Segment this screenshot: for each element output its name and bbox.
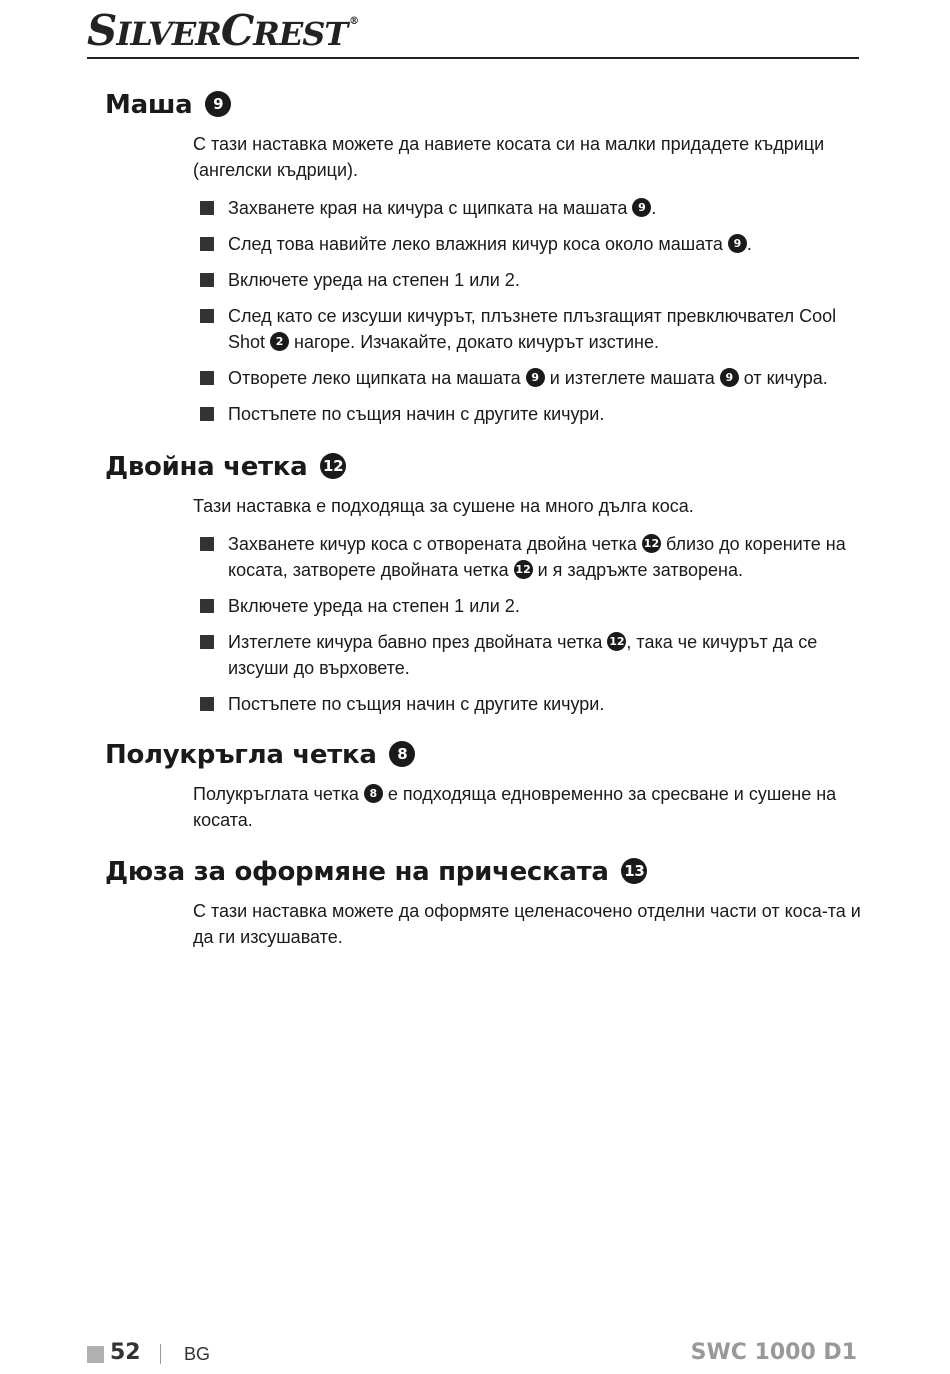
footer-divider bbox=[160, 1344, 161, 1364]
list-item: След като се изсуши кичурът, плъзнете плъзгащият превключвател Cool Shot 2 нагоре. Изчакайте, докато кичурът изстине. bbox=[200, 303, 865, 355]
part-number-badge: 9 bbox=[720, 368, 739, 387]
bullet-square-icon bbox=[200, 273, 214, 287]
part-number-badge: 9 bbox=[205, 91, 231, 117]
page-number: 52 bbox=[110, 1340, 141, 1365]
bullet-square-icon bbox=[200, 537, 214, 551]
part-number-badge: 12 bbox=[607, 632, 626, 651]
list-item: Постъпете по същия начин с другите кичури. bbox=[200, 401, 865, 427]
section-half-round-brush bbox=[105, 740, 865, 833]
list-item: Изтеглете кичура бавно през двойната четка 12 , така че кичурът да се изсуши до върховете. bbox=[200, 629, 865, 681]
section-title: Двойна четка 12 bbox=[105, 452, 865, 482]
bullet-square-icon bbox=[200, 407, 214, 421]
instruction-list bbox=[200, 195, 865, 427]
section-curling-tong bbox=[105, 90, 865, 437]
section-title: Дюза за оформяне на прическата 13 bbox=[105, 857, 865, 887]
part-number-badge: 9 bbox=[526, 368, 545, 387]
page-footer bbox=[87, 1340, 859, 1370]
bullet-square-icon bbox=[200, 697, 214, 711]
list-item: Захванете кичур коса с отворената двойна четка 12 близо до корените на косата, затворете двойната четка 12 и я задръжте затворена. bbox=[200, 531, 865, 583]
list-item: Отворете леко щипката на машата 9 и изтеглете машата 9 от кичура. bbox=[200, 365, 865, 391]
list-item: Захванете края на кичура с щипката на машата 9 . bbox=[200, 195, 865, 221]
silvercrest-logo: SILVERCREST ® bbox=[87, 6, 359, 55]
part-number-badge: 8 bbox=[389, 741, 415, 767]
bullet-square-icon bbox=[200, 371, 214, 385]
section-title: Маша 9 bbox=[105, 90, 865, 120]
section-intro: С тази наставка можете да оформяте целенасочено отделни части от коса-та и да ги изсушавате. bbox=[193, 901, 861, 947]
bullet-square-icon bbox=[200, 309, 214, 323]
part-number-badge: 2 bbox=[270, 332, 289, 351]
list-item: След това навийте леко влажния кичур коса около машата 9 . bbox=[200, 231, 865, 257]
part-number-badge: 12 bbox=[320, 453, 346, 479]
model-number: SWC 1000 D1 bbox=[690, 1340, 857, 1365]
section-title: Полукръгла четка 8 bbox=[105, 740, 865, 770]
part-number-badge: 12 bbox=[642, 534, 661, 553]
footer-square-icon bbox=[87, 1346, 104, 1363]
list-item: Включете уреда на степен 1 или 2. bbox=[200, 267, 865, 293]
section-intro: С тази наставка можете да навиете косата си на малки придадете къдрици (ангелски къдрици). bbox=[193, 134, 825, 180]
list-item: Включете уреда на степен 1 или 2. bbox=[200, 593, 865, 619]
part-number-badge: 13 bbox=[621, 858, 647, 884]
section-styling-nozzle bbox=[105, 857, 865, 950]
part-number-badge: 9 bbox=[632, 198, 651, 217]
language-code: BG bbox=[184, 1344, 211, 1364]
bullet-square-icon bbox=[200, 237, 214, 251]
section-intro: Полукръглата четка 8 е подходяща едновременно за сресване и сушене на косата. bbox=[193, 784, 837, 830]
header-rule bbox=[87, 57, 859, 59]
instruction-list bbox=[200, 531, 865, 717]
bullet-square-icon bbox=[200, 599, 214, 613]
section-intro: Тази наставка е подходяща за сушене на много дълга коса. bbox=[193, 496, 694, 516]
bullet-square-icon bbox=[200, 201, 214, 215]
part-number-badge: 12 bbox=[514, 560, 533, 579]
list-item: Постъпете по същия начин с другите кичури. bbox=[200, 691, 865, 717]
section-double-brush bbox=[105, 452, 865, 727]
part-number-badge: 9 bbox=[728, 234, 747, 253]
bullet-square-icon bbox=[200, 635, 214, 649]
part-number-badge: 8 bbox=[364, 784, 383, 803]
